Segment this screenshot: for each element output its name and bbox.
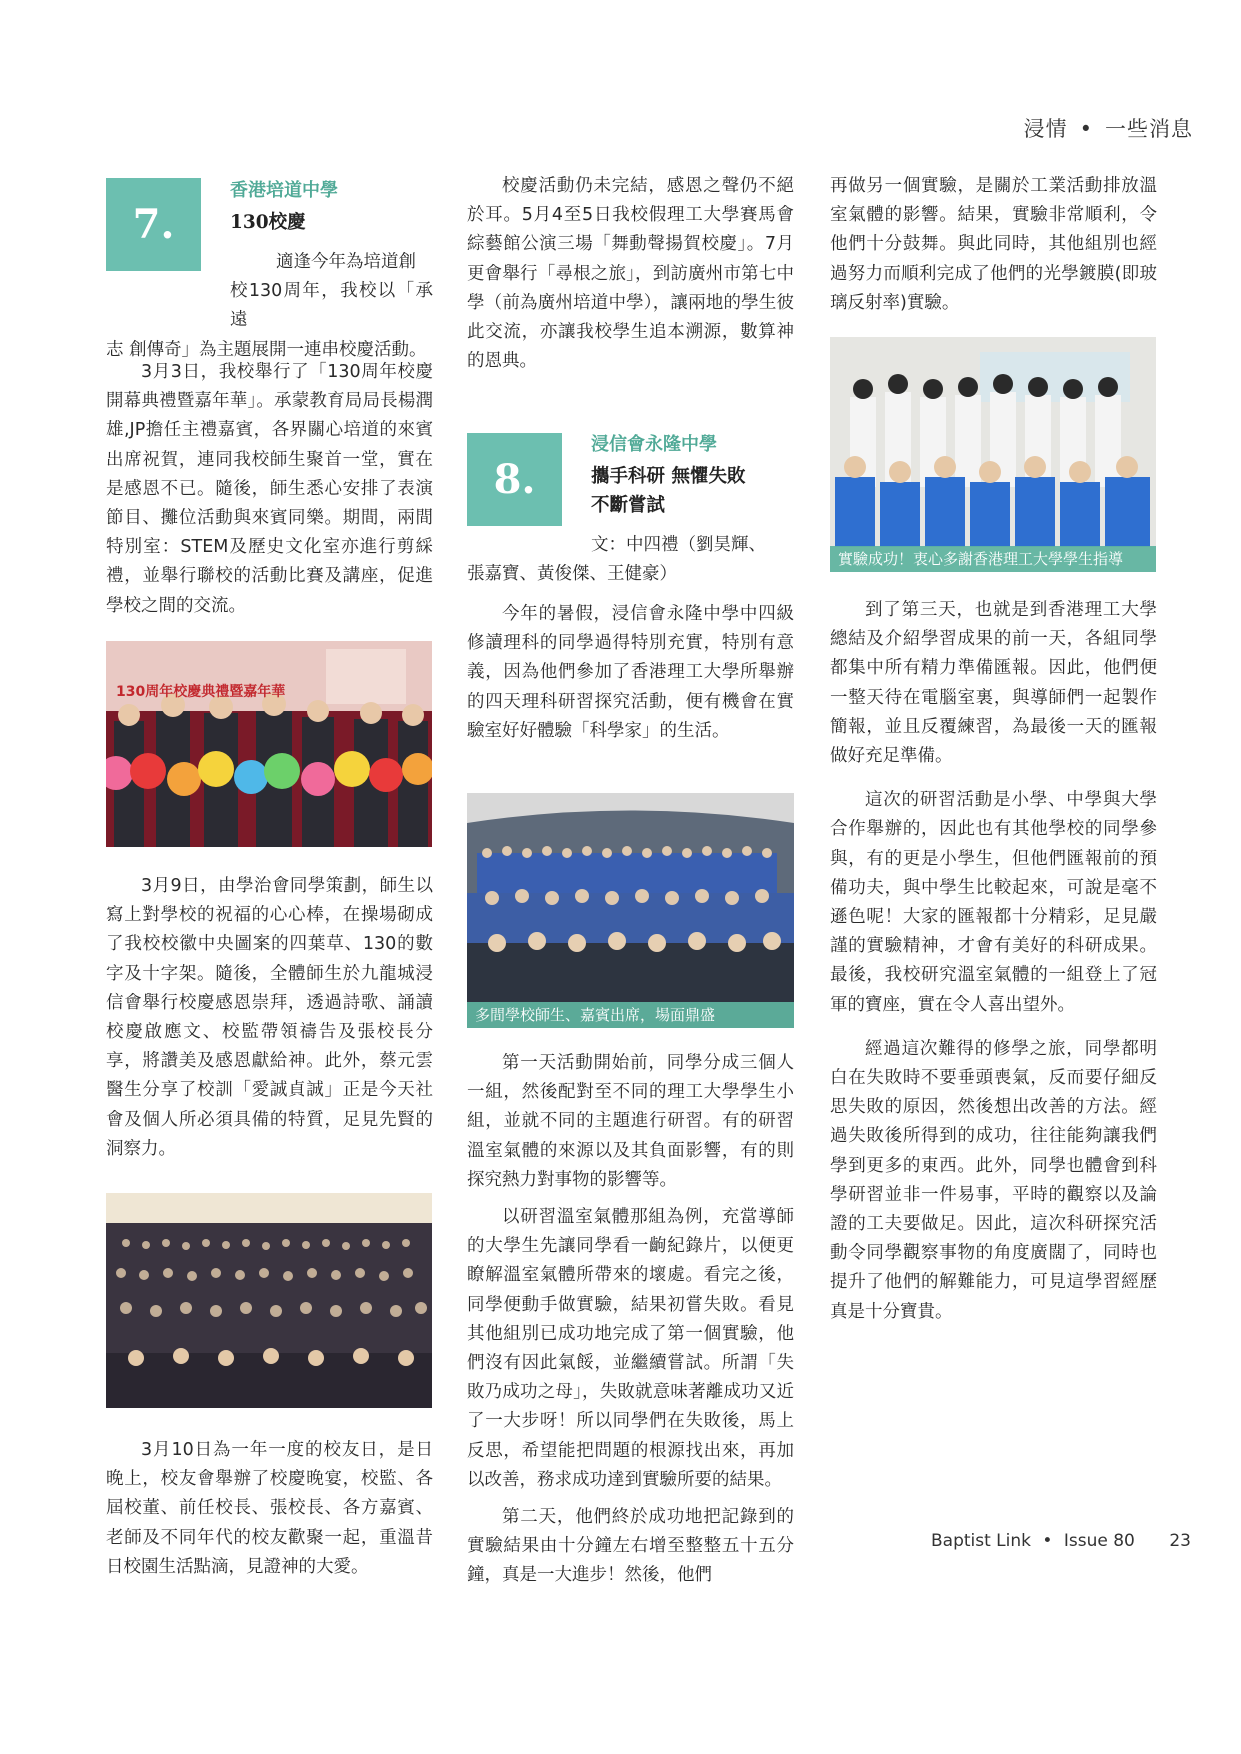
article-7-continued (467, 172, 794, 398)
auditorium-illustration (467, 793, 794, 1028)
article-8-title-line1: 攜手科研 無懼失敗 (591, 466, 746, 487)
paragraph: 校慶活動仍未完結，感恩之聲仍不絕於耳。5月4至5日我校假理工大學賽馬會綜藝館公演三場「舞動聲揚賀校慶」。7月更會舉行「尋根之旅」，到訪廣州市第七中學（前為廣州培道中學），讓兩地的學生彼此交流，亦讓我校學生追本溯源，數算神的恩典。 (467, 176, 794, 372)
students-illustration (830, 337, 1156, 572)
page-number: 23 (1169, 1531, 1191, 1551)
footer-issue: Baptist Link • Issue 80 (931, 1531, 1135, 1551)
paragraph: 第一天活動開始前，同學分成三個人一組，然後配對至不同的理工大學學生小組，並就不同的主題進行研習。有的研習溫室氣體的來源以及其負面影響，有的則探究熱力對事物的影響等。 (467, 1053, 794, 1190)
article-8-body-1 (467, 600, 794, 768)
article-8-body-2 (467, 1049, 794, 1613)
paragraph: 3月9日，由學治會同學策劃，師生以寫上對學校的祝福的心心棒，在操場砌成了我校校徽中央圖案的四葉草、130的數字及十字架。隨後，全體師生於九龍城浸信會舉行校慶感恩崇拜，透過詩歌、誦讀校慶啟應文、校監帶領禱告及張校長分享，將讚美及感恩獻給神。此外，蔡元雲醫生分享了校訓「愛誠貞誠」正是今天社會及個人所必須具備的特質，足見先賢的洞察力。 (106, 876, 433, 1159)
paragraph: 再做另一個實驗，是關於工業活動排放溫室氣體的影響。結果，實驗非常順利，令他們十分鼓舞。與此同時，其他組別也經過努力而順利完成了他們的光學鍍膜(即玻璃反射率)實驗。 (830, 176, 1157, 313)
paragraph: 這次的研習活動是小學、中學與大學合作舉辦的，因此也有其他學校的同學參與，有的更是小學生，但他們匯報前的預備功夫，與中學生比較起來，可說是毫不遜色呢！大家的匯報都十分精彩，足見嚴謹的實驗精神，才會有美好的科研成果。最後，我校研究溫室氣體的一組登上了冠軍的寶座，實在令人喜出望外。 (830, 790, 1157, 1015)
ceremony-photo (106, 641, 432, 847)
article-7-body-1 (106, 358, 433, 643)
article-7-number: 7. (106, 178, 201, 271)
article-8-byline: 文：中四禮（劉昊輝、 張嘉寶、黃俊傑、王健豪） (467, 535, 766, 585)
paragraph: 經過這次難得的修學之旅，同學都明白在失敗時不要垂頭喪氣，反而要仔細反思失敗的原因，然後想出改善的方法。經過失敗後所得到的成功，往往能夠讓我們學到更多的東西。此外，同學也體會到科學研習並非一件易事，平時的觀察以及論證的工夫要做足。因此，這次科研探究活動令同學觀察事物的角度廣闊了，同時也提升了他們的解難能力，可見這學習經歷真是十分寶貴。 (830, 1038, 1157, 1322)
article-8-body-3 (830, 596, 1157, 1349)
paragraph: 3月3日，我校舉行了「130周年校慶開幕典禮暨嘉年華」。承蒙教育局局長楊潤雄,JP擔任主禮嘉賓，各界關心培道的來賓出席祝賀，連同我校師生聚首一堂，實在是感恩不已。隨後，師生悉心安排了表演節目、攤位活動與來賓同樂。期間，兩間特別室：STEM及歷史文化室亦進行剪綵禮，並舉行聯校的活動比賽及講座，促進學校之間的交流。 (106, 362, 433, 616)
article-8-number: 8. (467, 433, 562, 526)
paragraph: 以研習溫室氣體那組為例，充當導師的大學生先讓同學看一齣紀錄片，以便更瞭解溫室氣體所帶來的壞處。看完之後，同學便動手做實驗，結果初嘗失敗。看見其他組別已成功地完成了第一個實驗，他們沒有因此氣餒，並繼續嘗試。所謂「失敗乃成功之母」，失敗就意味著離成功又近了一大步呀！所以同學們在失敗後，馬上反思，希望能把問題的根源找出來，再加以改善，務求成功達到實驗所要的結果。 (467, 1207, 794, 1490)
article-8-school: 浸信會永隆中學 (591, 434, 717, 455)
paragraph: 3月10日為一年一度的校友日，是日晚上，校友會舉辦了校慶晚宴，校監、各屆校董、前任校長、張校長、各方嘉賓、老師及不同年代的校友歡聚一起，重溫昔日校園生活點滴，見證神的大愛。 (106, 1440, 433, 1577)
paragraph: 到了第三天，也就是到香港理工大學總結及介紹學習成果的前一天，各組同學都集中所有精力準備匯報。因此，他們便一整天待在電腦室裏，與導師們一起製作簡報，並且反覆練習，為最後一天的匯報做好充足準備。 (830, 600, 1157, 767)
article-7-body-3 (106, 1436, 433, 1604)
magazine-name: Baptist Link (931, 1531, 1031, 1551)
article-7-school: 香港培道中學 (230, 180, 338, 201)
ceremony-banner: 130周年校慶典禮暨嘉年華 (116, 684, 286, 700)
group-photo-caption: 多間學校師生、嘉賓出席，場面鼎盛 (467, 1002, 794, 1028)
article-8-continued (830, 172, 1157, 340)
congregation-illustration (106, 1193, 432, 1408)
paragraph: 今年的暑假，浸信會永隆中學中四級修讀理科的同學過得特別充實，特別有意義，因為他們參加了香港理工大學所舉辦的四天理科研習探究活動，便有機會在實驗室好好體驗「科學家」的生活。 (467, 604, 794, 741)
issue-number: Issue 80 (1063, 1531, 1135, 1551)
article-7-intro: 適逢今年為培道創 校130周年，我校以「承遠 志 創傳奇」為主題展開一連串校慶活動。 (106, 252, 433, 360)
article-8-title-line2: 不斷嘗試 (591, 495, 666, 516)
section-name: 浸情 (1023, 117, 1068, 141)
article-7-body-2 (106, 872, 433, 1186)
lab-photo (830, 337, 1156, 572)
worship-photo (106, 1193, 432, 1408)
group-photo (467, 793, 794, 1028)
lab-photo-caption: 實驗成功！衷心多謝香港理工大學學生指導 (830, 546, 1156, 572)
paragraph: 第二天，他們終於成功地把記錄到的實驗結果由十分鐘左右增至整整五十五分鐘，真是一大進步！然後，他們 (467, 1507, 794, 1586)
article-7-title: 130校慶 (230, 212, 306, 233)
ceremony-illustration (106, 641, 432, 847)
section-sub: 一些消息 (1105, 117, 1193, 141)
section-header: 浸情 • 一些消息 (1023, 117, 1193, 141)
